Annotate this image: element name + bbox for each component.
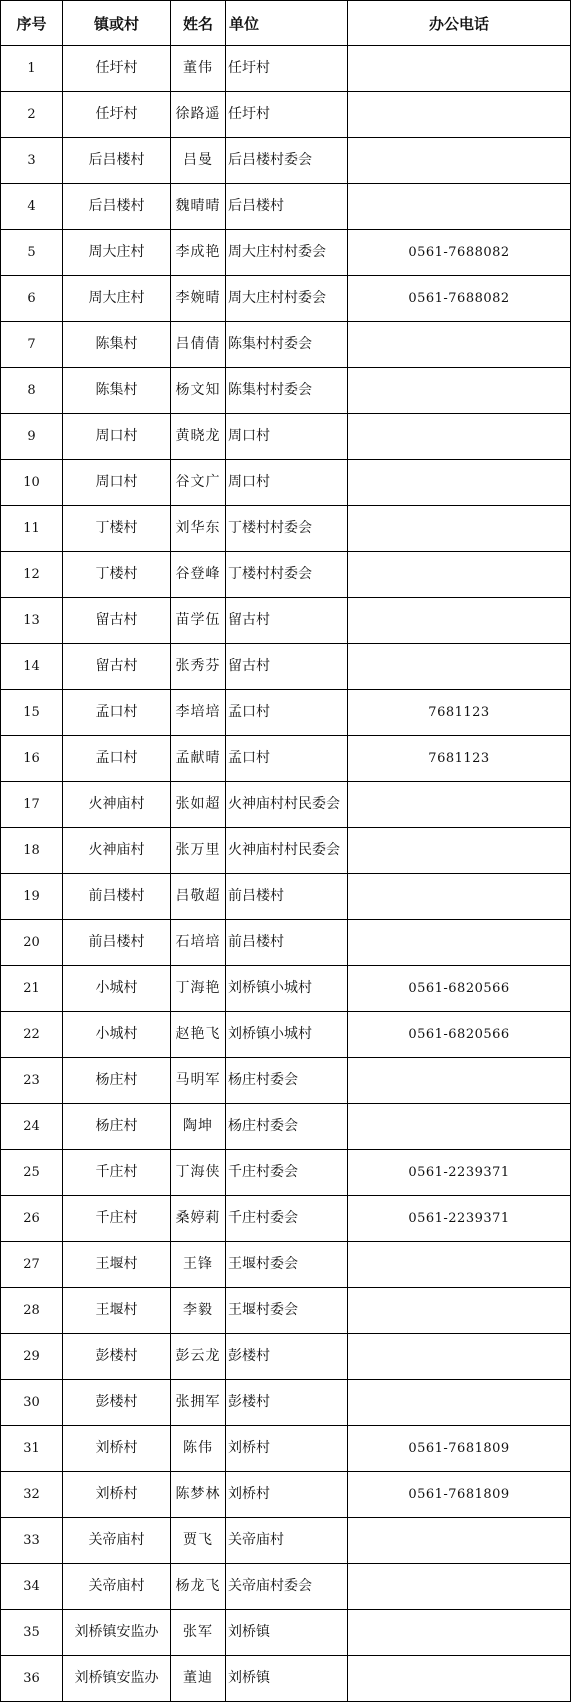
table-row: [1, 368, 571, 414]
cell-name: 李婉晴: [171, 276, 226, 322]
cell-village: 孟口村: [63, 690, 171, 736]
cell-unit: 丁楼村村委会: [226, 506, 348, 552]
cell-phone: [348, 1242, 571, 1288]
cell-unit: 周大庄村村委会: [226, 230, 348, 276]
table-row: [1, 1656, 571, 1702]
header-unit: 单位: [226, 1, 348, 46]
cell-name: 李成艳: [171, 230, 226, 276]
cell-phone: [348, 920, 571, 966]
table-row: [1, 460, 571, 506]
cell-name: 贾飞: [171, 1518, 226, 1564]
cell-unit: 杨庄村委会: [226, 1104, 348, 1150]
cell-no: 13: [1, 598, 63, 644]
cell-phone: 0561-7681809: [348, 1472, 571, 1518]
cell-unit: 后吕楼村委会: [226, 138, 348, 184]
cell-village: 周大庄村: [63, 276, 171, 322]
table-row: [1, 736, 571, 782]
cell-village: 刘桥村: [63, 1472, 171, 1518]
cell-name: 孟献晴: [171, 736, 226, 782]
cell-phone: [348, 1564, 571, 1610]
cell-name: 董迪: [171, 1656, 226, 1702]
table-row: [1, 230, 571, 276]
cell-unit: 火神庙村村民委会: [226, 828, 348, 874]
table-row: [1, 92, 571, 138]
cell-phone: 0561-7688082: [348, 230, 571, 276]
table-row: [1, 828, 571, 874]
header-no: 序号: [1, 1, 63, 46]
cell-unit: 刘桥镇小城村: [226, 966, 348, 1012]
cell-name: 陈伟: [171, 1426, 226, 1472]
table-row: [1, 1426, 571, 1472]
cell-name: 董伟: [171, 46, 226, 92]
cell-phone: [348, 644, 571, 690]
cell-no: 21: [1, 966, 63, 1012]
table-row: [1, 138, 571, 184]
cell-phone: [348, 1610, 571, 1656]
cell-no: 16: [1, 736, 63, 782]
cell-village: 王堰村: [63, 1288, 171, 1334]
cell-village: 周口村: [63, 414, 171, 460]
cell-name: 吕曼: [171, 138, 226, 184]
table-row: [1, 46, 571, 92]
table-row: [1, 1196, 571, 1242]
cell-phone: 0561-2239371: [348, 1150, 571, 1196]
cell-no: 20: [1, 920, 63, 966]
cell-phone: [348, 1104, 571, 1150]
cell-village: 关帝庙村: [63, 1518, 171, 1564]
cell-village: 后吕楼村: [63, 138, 171, 184]
cell-village: 小城村: [63, 966, 171, 1012]
header-village: 镇或村: [63, 1, 171, 46]
cell-no: 32: [1, 1472, 63, 1518]
cell-no: 9: [1, 414, 63, 460]
cell-village: 陈集村: [63, 368, 171, 414]
cell-village: 彭楼村: [63, 1380, 171, 1426]
cell-no: 12: [1, 552, 63, 598]
cell-name: 李培培: [171, 690, 226, 736]
table-row: [1, 1610, 571, 1656]
cell-name: 李毅: [171, 1288, 226, 1334]
cell-name: 马明军: [171, 1058, 226, 1104]
cell-phone: [348, 460, 571, 506]
cell-name: 谷文广: [171, 460, 226, 506]
cell-no: 28: [1, 1288, 63, 1334]
cell-no: 11: [1, 506, 63, 552]
cell-no: 24: [1, 1104, 63, 1150]
cell-unit: 丁楼村村委会: [226, 552, 348, 598]
cell-phone: 0561-2239371: [348, 1196, 571, 1242]
cell-village: 杨庄村: [63, 1058, 171, 1104]
cell-village: 陈集村: [63, 322, 171, 368]
cell-name: 张拥军: [171, 1380, 226, 1426]
cell-no: 18: [1, 828, 63, 874]
cell-phone: [348, 184, 571, 230]
cell-unit: 刘桥村: [226, 1426, 348, 1472]
cell-phone: 7681123: [348, 736, 571, 782]
cell-unit: 任圩村: [226, 46, 348, 92]
cell-no: 35: [1, 1610, 63, 1656]
cell-unit: 陈集村村委会: [226, 322, 348, 368]
cell-no: 19: [1, 874, 63, 920]
cell-unit: 刘桥镇小城村: [226, 1012, 348, 1058]
table-row: [1, 1472, 571, 1518]
cell-village: 前吕楼村: [63, 920, 171, 966]
table-row: [1, 1150, 571, 1196]
cell-phone: [348, 1334, 571, 1380]
cell-phone: [348, 368, 571, 414]
cell-phone: [348, 1380, 571, 1426]
cell-name: 张如超: [171, 782, 226, 828]
cell-name: 丁海艳: [171, 966, 226, 1012]
cell-phone: [348, 92, 571, 138]
cell-name: 陈梦林: [171, 1472, 226, 1518]
cell-name: 吕倩倩: [171, 322, 226, 368]
cell-no: 1: [1, 46, 63, 92]
cell-unit: 留古村: [226, 644, 348, 690]
cell-unit: 孟口村: [226, 690, 348, 736]
cell-phone: [348, 46, 571, 92]
cell-no: 7: [1, 322, 63, 368]
cell-no: 25: [1, 1150, 63, 1196]
cell-village: 留古村: [63, 598, 171, 644]
cell-phone: [348, 874, 571, 920]
cell-name: 苗学伍: [171, 598, 226, 644]
cell-phone: 0561-6820566: [348, 1012, 571, 1058]
table-row: [1, 184, 571, 230]
table-row: [1, 1288, 571, 1334]
table-row: [1, 414, 571, 460]
cell-unit: 周大庄村村委会: [226, 276, 348, 322]
table-body: [1, 46, 571, 1702]
table-row: [1, 690, 571, 736]
cell-village: 留古村: [63, 644, 171, 690]
cell-name: 石培培: [171, 920, 226, 966]
cell-phone: [348, 828, 571, 874]
table-row: [1, 1564, 571, 1610]
cell-village: 前吕楼村: [63, 874, 171, 920]
cell-village: 任圩村: [63, 46, 171, 92]
cell-village: 千庄村: [63, 1150, 171, 1196]
cell-name: 赵艳飞: [171, 1012, 226, 1058]
cell-unit: 王堰村委会: [226, 1288, 348, 1334]
table-row: [1, 874, 571, 920]
cell-no: 5: [1, 230, 63, 276]
cell-phone: [348, 1058, 571, 1104]
cell-no: 2: [1, 92, 63, 138]
cell-name: 张秀芬: [171, 644, 226, 690]
header-phone: 办公电话: [348, 1, 571, 46]
cell-unit: 火神庙村村民委会: [226, 782, 348, 828]
cell-village: 丁楼村: [63, 506, 171, 552]
cell-name: 魏晴晴: [171, 184, 226, 230]
cell-unit: 王堰村委会: [226, 1242, 348, 1288]
cell-village: 小城村: [63, 1012, 171, 1058]
cell-unit: 周口村: [226, 414, 348, 460]
cell-unit: 刘桥镇: [226, 1656, 348, 1702]
cell-unit: 彭楼村: [226, 1334, 348, 1380]
cell-unit: 刘桥村: [226, 1472, 348, 1518]
cell-name: 陶坤: [171, 1104, 226, 1150]
cell-phone: [348, 322, 571, 368]
cell-name: 丁海侠: [171, 1150, 226, 1196]
cell-no: 33: [1, 1518, 63, 1564]
cell-unit: 孟口村: [226, 736, 348, 782]
cell-no: 17: [1, 782, 63, 828]
cell-village: 刘桥镇安监办: [63, 1656, 171, 1702]
cell-unit: 关帝庙村委会: [226, 1564, 348, 1610]
cell-unit: 千庄村委会: [226, 1150, 348, 1196]
cell-no: 8: [1, 368, 63, 414]
cell-village: 王堰村: [63, 1242, 171, 1288]
cell-no: 34: [1, 1564, 63, 1610]
cell-unit: 周口村: [226, 460, 348, 506]
cell-no: 27: [1, 1242, 63, 1288]
cell-unit: 留古村: [226, 598, 348, 644]
cell-no: 30: [1, 1380, 63, 1426]
cell-phone: [348, 552, 571, 598]
cell-name: 谷登峰: [171, 552, 226, 598]
cell-phone: [348, 1518, 571, 1564]
cell-phone: [348, 598, 571, 644]
cell-unit: 前吕楼村: [226, 874, 348, 920]
cell-village: 周口村: [63, 460, 171, 506]
cell-no: 6: [1, 276, 63, 322]
cell-phone: [348, 1656, 571, 1702]
table-row: [1, 782, 571, 828]
cell-unit: 前吕楼村: [226, 920, 348, 966]
cell-unit: 杨庄村委会: [226, 1058, 348, 1104]
cell-no: 22: [1, 1012, 63, 1058]
cell-no: 31: [1, 1426, 63, 1472]
cell-name: 彭云龙: [171, 1334, 226, 1380]
cell-village: 刘桥村: [63, 1426, 171, 1472]
cell-no: 23: [1, 1058, 63, 1104]
cell-name: 刘华东: [171, 506, 226, 552]
cell-village: 周大庄村: [63, 230, 171, 276]
cell-unit: 陈集村村委会: [226, 368, 348, 414]
table-row: [1, 1242, 571, 1288]
cell-village: 杨庄村: [63, 1104, 171, 1150]
cell-village: 孟口村: [63, 736, 171, 782]
cell-no: 10: [1, 460, 63, 506]
cell-no: 36: [1, 1656, 63, 1702]
cell-village: 火神庙村: [63, 828, 171, 874]
cell-no: 14: [1, 644, 63, 690]
cell-phone: 0561-6820566: [348, 966, 571, 1012]
cell-no: 3: [1, 138, 63, 184]
table-row: [1, 920, 571, 966]
cell-unit: 刘桥镇: [226, 1610, 348, 1656]
cell-unit: 彭楼村: [226, 1380, 348, 1426]
header-name: 姓名: [171, 1, 226, 46]
cell-name: 张万里: [171, 828, 226, 874]
cell-no: 4: [1, 184, 63, 230]
cell-unit: 千庄村委会: [226, 1196, 348, 1242]
table-row: [1, 1380, 571, 1426]
cell-phone: [348, 506, 571, 552]
cell-name: 黄晓龙: [171, 414, 226, 460]
cell-no: 15: [1, 690, 63, 736]
table-row: [1, 1058, 571, 1104]
cell-village: 丁楼村: [63, 552, 171, 598]
cell-name: 杨文知: [171, 368, 226, 414]
table-row: [1, 506, 571, 552]
table-row: [1, 1518, 571, 1564]
cell-village: 关帝庙村: [63, 1564, 171, 1610]
cell-no: 26: [1, 1196, 63, 1242]
cell-name: 张军: [171, 1610, 226, 1656]
table-row: [1, 276, 571, 322]
cell-village: 刘桥镇安监办: [63, 1610, 171, 1656]
cell-name: 王锋: [171, 1242, 226, 1288]
cell-phone: [348, 414, 571, 460]
table-row: [1, 1334, 571, 1380]
cell-village: 后吕楼村: [63, 184, 171, 230]
cell-phone: [348, 1288, 571, 1334]
cell-village: 火神庙村: [63, 782, 171, 828]
table-row: [1, 598, 571, 644]
cell-unit: 关帝庙村: [226, 1518, 348, 1564]
table-row: [1, 552, 571, 598]
cell-name: 桑婷莉: [171, 1196, 226, 1242]
cell-phone: [348, 782, 571, 828]
table-row: [1, 644, 571, 690]
table-row: [1, 1012, 571, 1058]
cell-unit: 任圩村: [226, 92, 348, 138]
cell-name: 吕敬超: [171, 874, 226, 920]
table-row: [1, 1104, 571, 1150]
cell-village: 任圩村: [63, 92, 171, 138]
cell-phone: [348, 138, 571, 184]
cell-village: 彭楼村: [63, 1334, 171, 1380]
cell-phone: 0561-7688082: [348, 276, 571, 322]
cell-unit: 后吕楼村: [226, 184, 348, 230]
table-row: [1, 966, 571, 1012]
table-row: [1, 322, 571, 368]
cell-phone: 7681123: [348, 690, 571, 736]
header-row: [1, 1, 571, 46]
cell-no: 29: [1, 1334, 63, 1380]
cell-village: 千庄村: [63, 1196, 171, 1242]
cell-phone: 0561-7681809: [348, 1426, 571, 1472]
cell-name: 杨龙飞: [171, 1564, 226, 1610]
cell-name: 徐路遥: [171, 92, 226, 138]
